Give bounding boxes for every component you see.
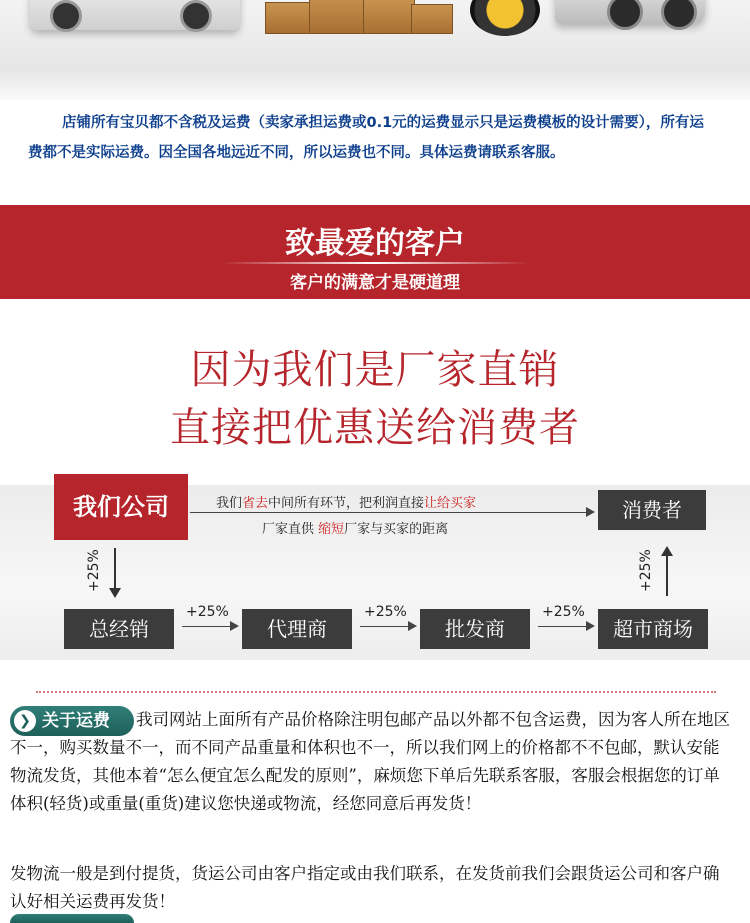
shipping-paragraph-2: 发物流一般是到付提货，货运公司由客户指定或由我们联系，在发货前我们会跟货运公司和客户确认好相关运费再发货！ <box>10 864 720 911</box>
arrow-right-icon <box>586 507 595 517</box>
flow-line <box>538 626 588 627</box>
arrow-up-icon <box>661 546 673 556</box>
flow-top-text: 我们省去中间所有环节，把利润直接让给买家 <box>216 496 477 511</box>
shipping-tag-label: 关于运费 <box>42 711 110 731</box>
chevron-right-icon: ❯ <box>14 710 36 732</box>
headline-line2: 直接把优惠送给消费者 <box>170 405 580 451</box>
banner-title: 致最爱的客户 <box>285 226 465 261</box>
flow-mid-text: 厂家直供 缩短厂家与买家的距离 <box>262 522 449 537</box>
arrow-right-icon <box>408 621 417 631</box>
next-tag-partial <box>10 914 134 923</box>
cardboard-boxes-image <box>265 0 455 36</box>
node-supermarket: 超市商场 <box>598 609 708 649</box>
dotted-divider <box>36 691 716 693</box>
tire-image <box>470 0 540 36</box>
flow-line <box>182 626 232 627</box>
pct-label: +25% <box>186 604 229 620</box>
node-agent: 代理商 <box>242 609 352 649</box>
flow-down-line <box>114 548 116 588</box>
pct-label-up: +25% <box>638 549 654 592</box>
company-box: 我们公司 <box>54 474 188 540</box>
banner-divider <box>220 262 530 264</box>
headline-line1: 因为我们是厂家直销 <box>190 347 560 393</box>
flow-line <box>360 626 410 627</box>
arrow-right-icon <box>230 621 239 631</box>
pct-label: +25% <box>542 604 585 620</box>
consumer-box: 消费者 <box>598 490 706 530</box>
pct-label: +25% <box>364 604 407 620</box>
truck-left-image <box>30 0 240 30</box>
flow-up-line <box>666 556 668 596</box>
node-distributor: 总经销 <box>64 609 174 649</box>
shipping-notice: 店铺所有宝贝都不含税及运费（卖家承担运费或0.1元的运费显示只是运费模板的设计需要），所有运费都不是实际运费。因全国各地远近不同，所以运费也不同。具体运费请联系客服。 <box>28 115 704 161</box>
hero-photo <box>0 0 750 100</box>
arrow-right-icon <box>586 621 595 631</box>
truck-wheel <box>661 0 697 30</box>
truck-wheel <box>50 0 82 32</box>
shipping-paragraph-1: 我司网站上面所有产品价格除注明包邮产品以外都不包含运费，因为客人所在地区不一，购买数量不一，而不同产品重量和体积也不一，所以我们网上的价格都不不包邮，默认安能物流发货，其他本着“怎么便宜怎么配发的原则”，麻烦您下单后先联系客服，客服会根据您的订单体积(轻货)或重量(重货)建议您快递或物流，经您同意后再发货！ <box>10 710 730 813</box>
flow-top-line <box>190 512 588 513</box>
truck-wheel <box>180 0 212 32</box>
truck-right-image <box>555 0 705 24</box>
banner-subtitle: 客户的满意才是硬道理 <box>290 273 460 293</box>
arrow-down-icon <box>109 588 121 598</box>
truck-wheel <box>607 0 643 30</box>
node-wholesaler: 批发商 <box>420 609 530 649</box>
pct-label-down: +25% <box>86 549 102 592</box>
